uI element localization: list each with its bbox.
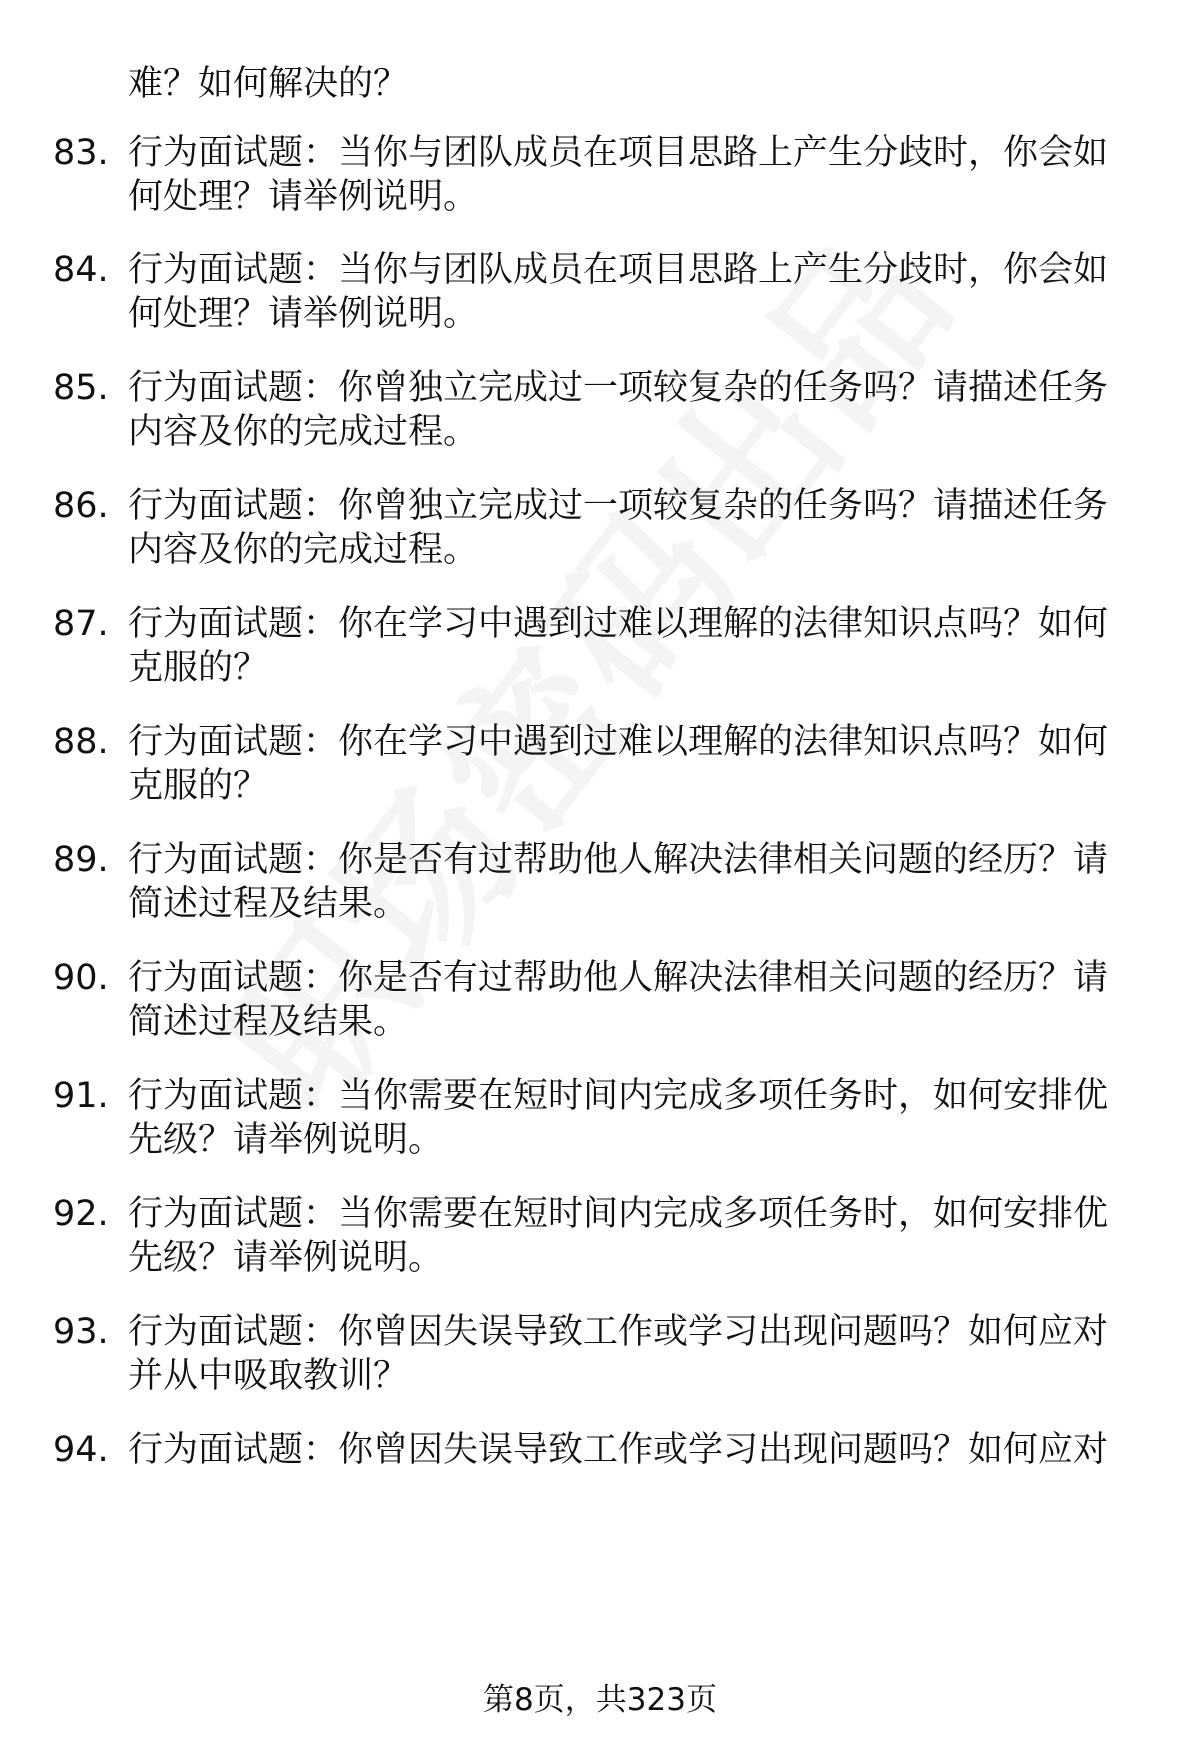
item-text-line2: 克服的？ xyxy=(128,766,269,806)
item-text-line1: 行为面试题：你曾因失误导致工作或学习出现问题吗？如何应对 xyxy=(128,1312,1109,1352)
page-footer: 第8页，共323页 xyxy=(483,1682,717,1718)
item-text-line1: 行为面试题：你曾独立完成过一项较复杂的任务吗？请描述任务 xyxy=(128,368,1109,408)
item-text-line1: 行为面试题：你是否有过帮助他人解决法律相关问题的经历？请 xyxy=(128,840,1109,880)
item-number: 85. xyxy=(53,368,109,408)
item-text-line2: 内容及你的完成过程。 xyxy=(128,530,479,570)
item-number: 94. xyxy=(53,1430,109,1470)
item-number: 91. xyxy=(53,1076,109,1116)
item-text-line1: 行为面试题：当你与团队成员在项目思路上产生分歧时，你会如 xyxy=(128,133,1109,173)
item-text-line1: 行为面试题：你曾独立完成过一项较复杂的任务吗？请描述任务 xyxy=(128,486,1109,526)
item-number: 84. xyxy=(53,250,109,290)
item-text-line2: 先级？请举例说明。 xyxy=(128,1120,444,1160)
item-number: 86. xyxy=(53,486,109,526)
item-number: 93. xyxy=(53,1312,109,1352)
item-number: 92. xyxy=(53,1194,109,1234)
item-number: 87. xyxy=(53,604,109,644)
item-text-line2: 克服的？ xyxy=(128,648,269,688)
item-text-line2: 并从中吸取教训？ xyxy=(128,1356,409,1396)
item-number: 89. xyxy=(53,840,109,880)
item-text-line2: 简述过程及结果。 xyxy=(128,1002,409,1042)
item-text-line2: 简述过程及结果。 xyxy=(128,884,409,924)
item-text-line2: 何处理？请举例说明。 xyxy=(128,177,479,217)
item-text-line1: 行为面试题：你在学习中遇到过难以理解的法律知识点吗？如何 xyxy=(128,604,1109,644)
item-text-line1: 行为面试题：你曾因失误导致工作或学习出现问题吗？如何应对 xyxy=(128,1430,1109,1470)
item-number: 90. xyxy=(53,958,109,998)
item-text-line1: 行为面试题：你是否有过帮助他人解决法律相关问题的经历？请 xyxy=(128,958,1109,998)
item-number: 88. xyxy=(53,722,109,762)
item-text-line1: 行为面试题：当你需要在短时间内完成多项任务时，如何安排优 xyxy=(128,1194,1109,1234)
item-text-line2: 先级？请举例说明。 xyxy=(128,1238,444,1278)
item-text-line1: 行为面试题：当你需要在短时间内完成多项任务时，如何安排优 xyxy=(128,1076,1109,1116)
item-number: 83. xyxy=(53,133,109,173)
item-text-line2: 内容及你的完成过程。 xyxy=(128,412,479,452)
item-text-line2: 何处理？请举例说明。 xyxy=(128,294,479,334)
item-text-line1: 行为面试题：你在学习中遇到过难以理解的法律知识点吗？如何 xyxy=(128,722,1109,762)
continuation-text: 难？如何解决的？ xyxy=(128,64,409,104)
item-text-line1: 行为面试题：当你与团队成员在项目思路上产生分歧时，你会如 xyxy=(128,250,1109,290)
